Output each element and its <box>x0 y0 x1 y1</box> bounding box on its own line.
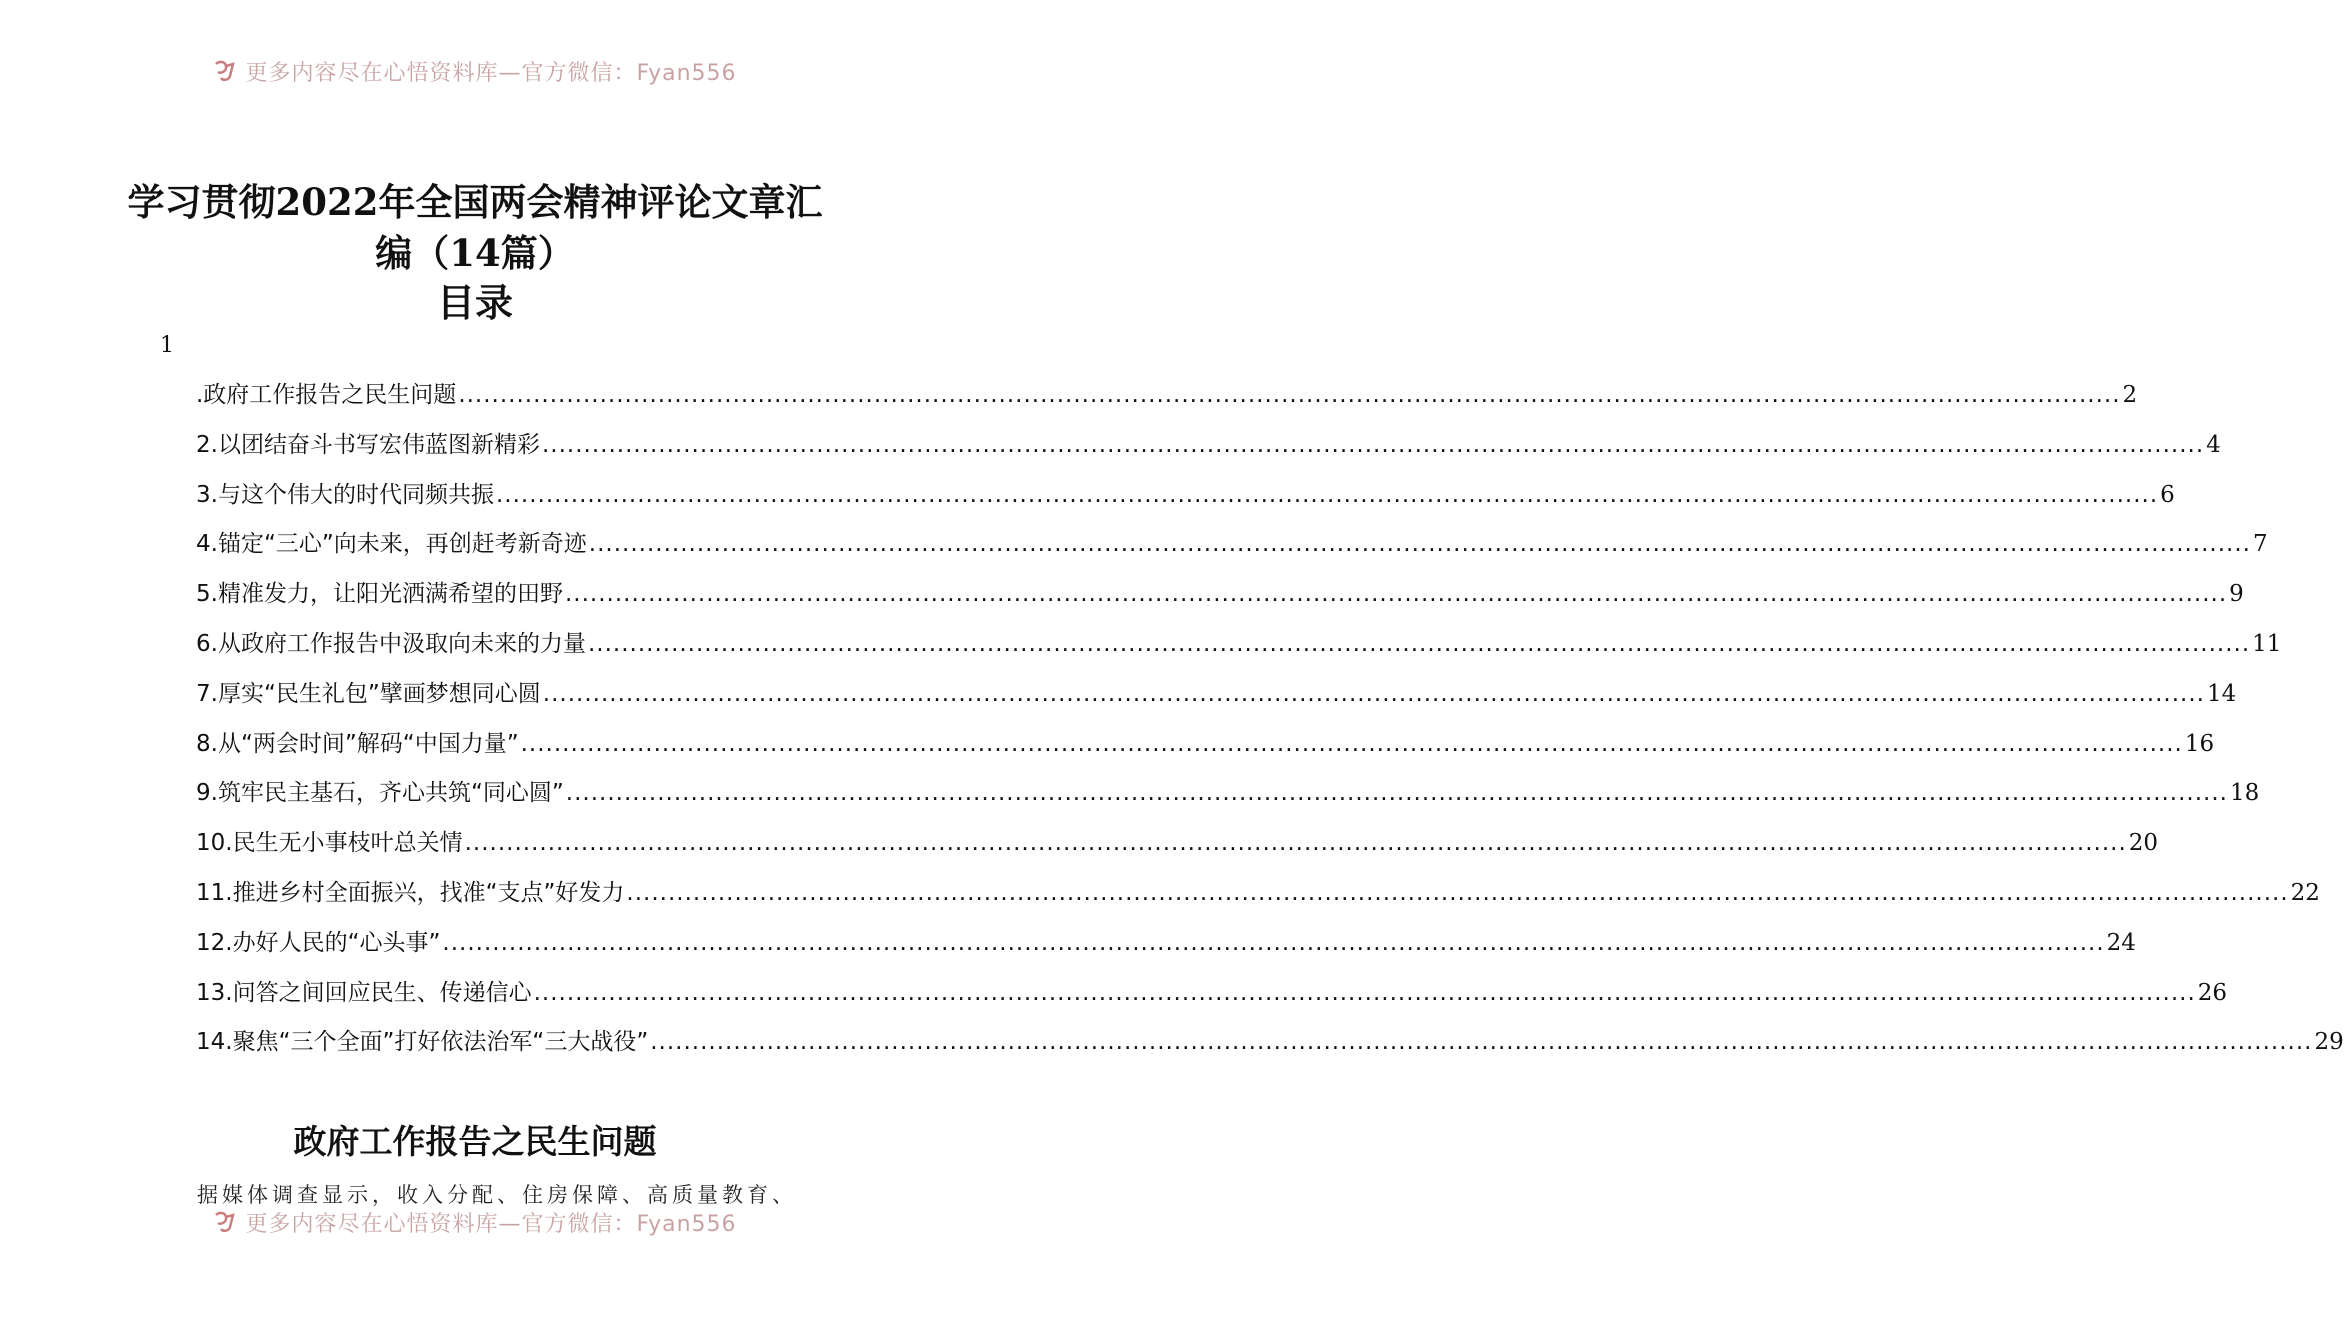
toc-item-title: 5.精准发力，让阳光洒满希望的田野 <box>196 581 563 608</box>
toc-item[interactable] <box>196 376 2138 426</box>
toc-item-title: 11.推进乡村全面振兴，找准“支点”好发力 <box>196 879 625 906</box>
toc-item-title: .政府工作报告之民生问题 <box>196 382 457 408</box>
toc-item-page: 4 <box>2206 431 2221 458</box>
toc-leader-dots: ........................................................................................................................................................................................................ <box>495 481 2159 508</box>
toc-item-title: 7.厚实“民生礼包”擘画梦想同心圆 <box>196 680 541 707</box>
toc-leader-dots: ........................................................................................................................................................................................................ <box>541 431 2205 458</box>
toc-leader-dots: ........................................................................................................................................................................................................ <box>442 929 2105 956</box>
body-paragraph: 据媒体调查显示，收入分配、住房保障、高质量教育、 <box>197 1183 797 1207</box>
logo-icon <box>213 1211 239 1233</box>
toc-leader-dots: ........................................................................................................................................................................................................ <box>587 630 2251 657</box>
watermark-text: 更多内容尽在心悟资料库—官方微信：Fyan556 <box>245 1211 737 1237</box>
document-title-line1: 学习贯彻2022年全国两会精神评论文章汇 <box>127 180 823 224</box>
toc-item-title: 12.办好人民的“心头事” <box>196 929 441 956</box>
toc-item-page: 20 <box>2128 830 2159 857</box>
toc-leader-dots: ........................................................................................................................................................................................................ <box>650 1029 2313 1056</box>
toc-item-title: 9.筑牢民主基石，齐心共筑“同心圆” <box>196 780 564 807</box>
toc-leader-dots: ........................................................................................................................................................................................................ <box>542 680 2205 707</box>
watermark-top <box>0 56 950 86</box>
toc-item-page: 11 <box>2252 630 2282 657</box>
toc-leader-dots: ........................................................................................................................................................................................................ <box>458 382 2121 408</box>
toc-item[interactable] <box>196 725 2215 775</box>
toc-item[interactable] <box>196 476 2175 526</box>
toc-item-title: 13.问答之间回应民生、传递信心 <box>196 979 532 1006</box>
toc-item[interactable] <box>196 824 2159 874</box>
toc-item[interactable] <box>196 525 2268 575</box>
toc-item[interactable] <box>196 974 2228 1024</box>
toc-leader-dots: ........................................................................................................................................................................................................ <box>533 979 2196 1006</box>
toc-item[interactable] <box>196 426 2221 476</box>
watermark-text: 更多内容尽在心悟资料库—官方微信：Fyan556 <box>245 60 737 86</box>
section-title: 政府工作报告之民生问题 <box>293 1122 657 1161</box>
toc-first-number: 1 <box>160 333 174 358</box>
toc-item-page: 14 <box>2207 680 2237 707</box>
table-of-contents <box>196 376 2344 1073</box>
toc-item-page: 22 <box>2290 879 2320 906</box>
logo-icon <box>213 60 239 82</box>
toc-item-page: 26 <box>2197 979 2228 1006</box>
toc-item-page: 7 <box>2253 531 2268 558</box>
toc-item-title: 14.聚焦“三个全面”打好依法治军“三大战役” <box>196 1029 649 1056</box>
toc-item-page: 9 <box>2229 581 2244 608</box>
toc-item[interactable] <box>196 575 2244 625</box>
toc-item-page: 16 <box>2184 730 2215 757</box>
toc-leader-dots: ........................................................................................................................................................................................................ <box>588 531 2251 558</box>
toc-item-title: 6.从政府工作报告中汲取向未来的力量 <box>196 630 586 657</box>
document-title-line2: 编（14篇） <box>375 231 575 275</box>
toc-item-title: 2.以团结奋斗书写宏伟蓝图新精彩 <box>196 431 540 458</box>
toc-item-title: 10.民生无小事枝叶总关情 <box>196 830 463 857</box>
toc-item-title: 4.锚定“三心”向未来，再创赶考新奇迹 <box>196 531 587 558</box>
toc-item-page: 24 <box>2106 929 2136 956</box>
toc-leader-dots: ........................................................................................................................................................................................................ <box>520 730 2183 757</box>
toc-leader-dots: ........................................................................................................................................................................................................ <box>565 780 2228 807</box>
toc-item[interactable] <box>196 874 2320 924</box>
toc-item[interactable] <box>196 924 2136 974</box>
toc-item-title: 3.与这个伟大的时代同频共振 <box>196 481 494 508</box>
toc-item[interactable] <box>196 625 2282 675</box>
toc-leader-dots: ........................................................................................................................................................................................................ <box>564 581 2228 608</box>
watermark-bottom <box>0 1207 950 1237</box>
toc-item-page: 18 <box>2230 780 2260 807</box>
toc-item[interactable] <box>196 774 2260 824</box>
toc-item[interactable] <box>196 1023 2344 1073</box>
toc-item-page: 6 <box>2160 481 2175 508</box>
toc-item-page: 29 <box>2314 1029 2344 1056</box>
toc-leader-dots: ........................................................................................................................................................................................................ <box>464 830 2127 857</box>
toc-item-page: 2 <box>2122 382 2138 408</box>
toc-heading: 目录 <box>436 280 513 325</box>
toc-item[interactable] <box>196 675 2237 725</box>
toc-item-title: 8.从“两会时间”解码“中国力量” <box>196 730 519 757</box>
toc-leader-dots: ........................................................................................................................................................................................................ <box>626 879 2289 906</box>
